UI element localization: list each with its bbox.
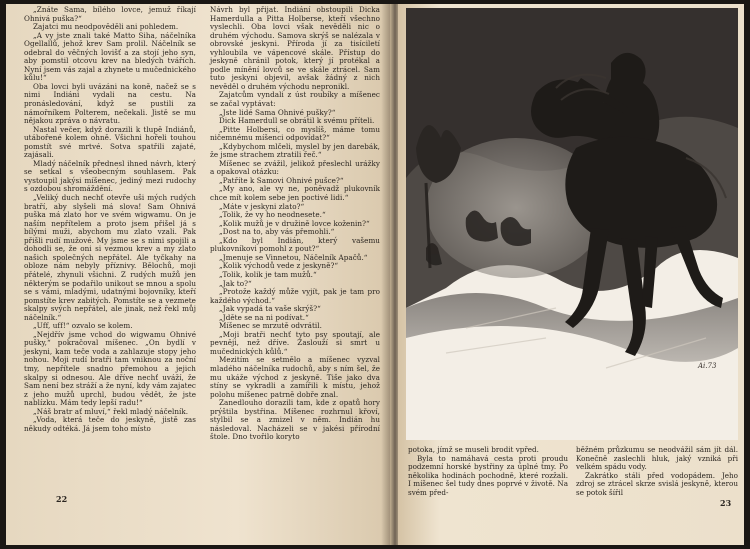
illustration-signature: Ai.73	[698, 362, 717, 370]
paragraph: „Moji bratři nechť tyto psy spoutají, ale pevněji, než dříve. Zaslouží si smrt u mučednických kůlů.“	[210, 329, 380, 356]
left-page	[6, 4, 392, 545]
paragraph: „Kolik východů vede z jeskyně?“	[219, 261, 339, 271]
paragraph: „Kdo byl Indián, který vašemu plukovníkovi pomohl z pout?“	[210, 235, 380, 254]
left-page-column-2	[210, 6, 380, 442]
paragraph: Míšenec se zvážil, jelikož přeslechl urážky a opakoval otázku:	[210, 158, 380, 177]
paragraph: „Náš bratr ať mluví,“ řekl mladý náčelník.	[33, 406, 189, 416]
right-page-column-1	[408, 446, 568, 497]
paragraph: Návrh byl přijat. Indiání obstoupili Dicka Hamerdulla a Pitta Holberse, kteří všechno vyslechli. Oba lovci však nevěděli nic o druhém východu. Samova skrýš se nalézala v obrovské jeskyni. Příroda jí za tisíciletí vyhloubila ve vápencové skále. Přístup do jeskyně chránil potok, který jí protékal a podle mínění lovců se ve skále ztrácel. Sam tuto jeskyni objevil, avšak žádný z nich nevěděl o druhém východu nepronikl.	[210, 5, 380, 91]
paragraph: „My ano, ale vy ne, poněvadž plukovník chce mít kolem sebe jen poctivé lidi.“	[210, 184, 380, 203]
paragraph: „Nejdřív jsme vchod do wigwamu Ohnivé pušky,“ pokračoval míšenec. „On bydlí v jeskyni, kam teče voda a zahlazuje stopy jeho nohou. Moji rudí bratři tam vniknou za noční tmy, nepřítele snadno přemohou a jejich skalpy si odnesou. Ale dříve nechť uváží, že Sam není bez stráží a že nyní, kdy vám zajatec z jeho mužů uprchl, budou vědět, že jste nablízku. Mám tedy lepší radu!“	[24, 329, 196, 408]
paragraph: „Veliký duch nechť otevře uši mých rudých bratří, aby slyšeli má slova! Sam Ohnivá puška má zlato hor ve svém wigwamu. On je naším nepřítelem a proto jsem přišel já s bílými muži, abychom mu zlato vzali. Pak přišli rudí mužové. My jsme se s nimi spojili a dohodli se, že oni si vezmou krev a my zlato našich společných nepřátel. Ale tyčkahy na obloze nám nebyly příznivy. Bělochů, moji přátelé, zhynuli všichni. Z rudých mužů jen některým se podařilo unikout se mnou a spolu se s vámi, mladými, udatnými bojovníky, kteří pomstíte krev zabitých. Pomstíte se a vezmete skalpy svých nepřátel, ale jinak, než řekl můj náčelník.“	[24, 193, 196, 322]
page-number-right: 23	[720, 498, 732, 508]
paragraph: „Jděte se na ni podívat.“	[219, 312, 309, 322]
paragraph: „Jak vypadá ta vaše skrýš?“	[219, 304, 321, 314]
paragraph: Byla to namáhavá cesta proti proudu podzemní horské bystřiny za úplné tmy. Po několika hodinách pochodně, které rozžali. I míšenec šel tudy dnes poprvé v životě. Na svém před-	[408, 453, 568, 497]
paragraph: „Uff, uff!“ ozvalo se kolem.	[33, 321, 133, 331]
paragraph: běžném průzkumu se neodvážil sám jít dál. Konečně zaslechli hluk, jaký vzniká při velkém spádu vody.	[576, 445, 738, 472]
paragraph: „Tolik, kolik je tam mužů.“	[219, 269, 317, 279]
paragraph: „Tolik, že vy ho neodnesete.“	[219, 210, 326, 220]
paragraph: „Jmenuje se Vinnetou, Náčelník Apačů.“	[219, 252, 368, 262]
paragraph: potoka, jímž se museli brodit vpřed.	[408, 445, 539, 454]
paragraph: „Kdybychom mlčeli, myslel by jen darebák, že jsme strachem ztratili řeč.“	[210, 141, 380, 160]
illustration-drawing	[406, 8, 738, 440]
paragraph: Mezitím se setmělo a míšenec vyzval mladého náčelníka rudochů, aby s ním šel, že mu ukáže východ z jeskyně. Tiše jako dva stíny se vykradli a zamířili k místu, jehož polohu míšenec patrně dobře znal.	[210, 355, 380, 399]
paragraph: „Protože každý může vyjít, pak je tam pro každého východ.“	[210, 287, 380, 305]
paragraph: „Pitte Holbersi, co myslíš, máme tomu ničemnému míšenci odpovídat?“	[210, 124, 380, 143]
left-page-column-1	[24, 6, 196, 433]
paragraph: „Kolik mužů je v družině lovce koženin?“	[219, 218, 370, 228]
paragraph: Oba lovci byli uvázáni na koně, načež se s nimi Indiáni vydali na cestu. Na pronásledování, když se pustili za námořníkem Polterem, nečekali. Jistě se mu nějakou zpráva o návratu.	[24, 81, 196, 126]
paragraph: Zajatci mu neodpověděli ani pohledem.	[33, 22, 179, 32]
paragraph: „Znáte Sama, bílého lovce, jemuž říkají Ohnivá puška?“	[24, 5, 196, 23]
right-page-column-2	[576, 446, 738, 497]
paragraph: Zanedlouho dorazili tam, kde z opatů hory prýštila bystřina. Míšenec rozhrnul křoví, stylbil se a zmizel v něm. Indián hu následoval. Nacházeli se v jakési přírodní štole. Dno tvořilo koryto	[210, 398, 380, 442]
paragraph: Zakrátko stáli před vodopádem. Jeho zdroj se ztrácel skrze svislá jeskyně, kterou se potok šířil	[576, 470, 738, 497]
paragraph: Nastal večer, když dorazili k tlupě Indiánů, utábořené kolem ohně. Všichni hořeli touhou pomstít své mrtvé. Sotva spatřili zajaté, zajásali.	[24, 124, 196, 160]
paragraph: „Dost na to, aby vás přemohli.“	[219, 227, 335, 237]
paragraph: Dick Hamerdull se obrátil k svému příteli.	[219, 116, 375, 126]
paragraph: „Patříte k Samovi Ohnivé pušce?“	[219, 175, 344, 185]
paragraph: „Jak to?“	[219, 278, 252, 288]
paragraph: „Máte v jeskyni zlato?“	[219, 201, 305, 211]
right-page	[398, 4, 744, 545]
paragraph: „Jste lidé Sama Ohnivé pušky?“	[219, 107, 336, 117]
illustration-riders	[406, 8, 738, 440]
page-number-left: 22	[56, 494, 68, 504]
page-crease-shadow	[381, 4, 390, 545]
paragraph: Zajatcům vyndali z úst roubíky a míšenec se začal vyptávat:	[210, 90, 380, 109]
paragraph: Mladý náčelník přednesl ihned návrh, který se setkal s všeobecným souhlasem. Pak vystoupil jakýsi míšenec, jediný mezi rudochy s ozdobou shromáždění.	[24, 158, 196, 194]
paragraph: Míšenec se mrzutě odvrátil.	[219, 321, 322, 331]
paragraph: „Voda, která teče do jeskyně, jistě zas někudy odtéká. Já jsem toho místo	[24, 415, 196, 433]
book-spread	[6, 4, 744, 545]
paragraph: „A vy jste znali také Matto Siha, náčelníka Ogellallů, jehož krev Sam prolil. Náčelník se odebral do věčných lovišť a za stojí jeho syn, aby pomstil otcovu krev na bledých tvářích. Nyní jsem vás zajal a zhynete u mučednického kůlu!“	[24, 30, 196, 83]
